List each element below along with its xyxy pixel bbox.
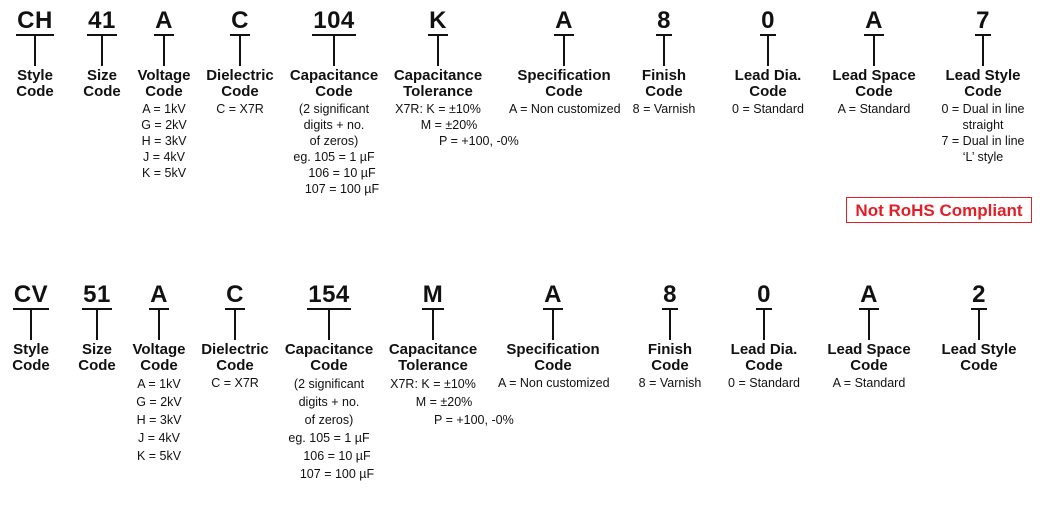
label-voltage-code: Voltage Code [132, 341, 186, 374]
code-connector [163, 36, 165, 66]
code-connector [96, 310, 98, 340]
label-dielectric-code: Dielectric Code [201, 341, 269, 374]
desc-voltage: A = 1kV G = 2kV H = 3kV J = 4kV K = 5kV [141, 102, 187, 180]
code-connector [234, 310, 236, 340]
desc-lead-dia: 0 = Standard [732, 102, 804, 116]
label-capacitance-tolerance: Capacitance Tolerance [388, 341, 478, 374]
desc-voltage: A = 1kV G = 2kV H = 3kV J = 4kV K = 5kV [136, 377, 182, 463]
col-lead-dia [713, 8, 823, 117]
label-size-code: Size Code [78, 341, 116, 374]
code-lead-style: 7 [976, 7, 990, 34]
label-lead-dia-code: Lead Dia. Code [734, 67, 802, 100]
label-capacitance-code: Capacitance Code [284, 341, 374, 374]
code-capacitance: 104 [313, 7, 355, 34]
code-connector [101, 36, 103, 66]
code-finish: 8 [663, 281, 677, 308]
code-lead-dia: 0 [757, 281, 771, 308]
code-connector [333, 36, 335, 66]
code-size: 41 [88, 7, 116, 34]
col-capacitance [274, 282, 384, 483]
label-finish-code: Finish Code [647, 341, 693, 374]
code-connector [669, 310, 671, 340]
label-size-code: Size Code [83, 67, 121, 100]
code-size: 51 [83, 281, 111, 308]
code-connector [34, 36, 36, 66]
code-connector [767, 36, 769, 66]
rohs-badge: Not RoHS Compliant [846, 197, 1032, 223]
col-finish [609, 8, 719, 117]
code-dielectric: C [231, 7, 249, 34]
code-connector [432, 310, 434, 340]
code-style: CV [13, 281, 49, 308]
code-tolerance: K [429, 7, 447, 34]
label-style-code: Style Code [16, 67, 54, 100]
code-voltage: A [155, 7, 173, 34]
label-lead-space-code: Lead Space Code [832, 67, 916, 100]
code-dielectric: C [226, 281, 244, 308]
desc-lead-space: A = Standard [837, 102, 911, 116]
code-connector [978, 310, 980, 340]
code-finish: 8 [657, 7, 671, 34]
col-tolerance [378, 281, 514, 429]
col-specification [509, 8, 619, 117]
code-connector [158, 310, 160, 340]
desc-finish: 8 = Varnish [632, 102, 696, 116]
code-lead-space: A [865, 7, 883, 34]
label-specification-code: Specification Code [517, 67, 611, 100]
label-voltage-code: Voltage Code [137, 67, 191, 100]
code-connector [563, 36, 565, 66]
desc-lead-style: 0 = Dual in line straight 7 = Dual in line ‘L’ style [941, 102, 1025, 164]
label-lead-dia-code: Lead Dia. Code [730, 341, 798, 374]
label-dielectric-code: Dielectric Code [206, 67, 274, 100]
desc-dielectric: C = X7R [211, 376, 259, 390]
desc-tolerance: X7R: K = ±10% M = ±20% P = +100, -0% [390, 377, 514, 427]
code-connector [873, 36, 875, 66]
code-connector [328, 310, 330, 340]
code-specification: A [544, 281, 562, 308]
code-connector [868, 310, 870, 340]
desc-lead-dia: 0 = Standard [728, 376, 800, 390]
desc-capacitance: (2 significant digits + no. of zeros) eg. 105 = 1 µF 106 = 10 µF 107 = 100 µF [288, 377, 375, 481]
code-style: CH [17, 7, 53, 34]
desc-dielectric: C = X7R [216, 102, 264, 116]
col-specification [498, 282, 608, 391]
col-lead-style [924, 282, 1034, 374]
col-lead-dia [709, 282, 819, 391]
label-lead-style-code: Lead Style Code [941, 341, 1017, 374]
code-connector [763, 310, 765, 340]
code-lead-style: 2 [972, 281, 986, 308]
col-capacitance [279, 8, 389, 197]
code-tolerance: M [422, 281, 444, 308]
desc-lead-space: A = Standard [832, 376, 906, 390]
label-lead-space-code: Lead Space Code [827, 341, 911, 374]
code-lead-space: A [860, 281, 878, 308]
label-finish-code: Finish Code [641, 67, 687, 100]
code-capacitance: 154 [308, 281, 350, 308]
desc-specification: A = Non customized [509, 102, 621, 116]
code-connector [552, 310, 554, 340]
col-lead-space [819, 8, 929, 117]
code-connector [30, 310, 32, 340]
code-connector [982, 36, 984, 66]
desc-specification: A = Non customized [498, 376, 610, 390]
label-specification-code: Specification Code [506, 341, 600, 374]
code-voltage: A [150, 281, 168, 308]
code-specification: A [555, 7, 573, 34]
label-capacitance-code: Capacitance Code [289, 67, 379, 100]
col-lead-space [814, 282, 924, 391]
label-lead-style-code: Lead Style Code [945, 67, 1021, 100]
desc-tolerance: X7R: K = ±10% M = ±20% P = +100, -0% [395, 102, 519, 148]
label-capacitance-tolerance: Capacitance Tolerance [393, 67, 483, 100]
col-lead-style [928, 8, 1038, 165]
code-connector [437, 36, 439, 66]
code-connector [239, 36, 241, 66]
code-lead-dia: 0 [761, 7, 775, 34]
desc-finish: 8 = Varnish [638, 376, 702, 390]
desc-capacitance: (2 significant digits + no. of zeros) eg. 105 = 1 µF 106 = 10 µF 107 = 100 µF [293, 102, 380, 196]
label-style-code: Style Code [12, 341, 50, 374]
code-connector [663, 36, 665, 66]
col-tolerance [383, 7, 519, 149]
